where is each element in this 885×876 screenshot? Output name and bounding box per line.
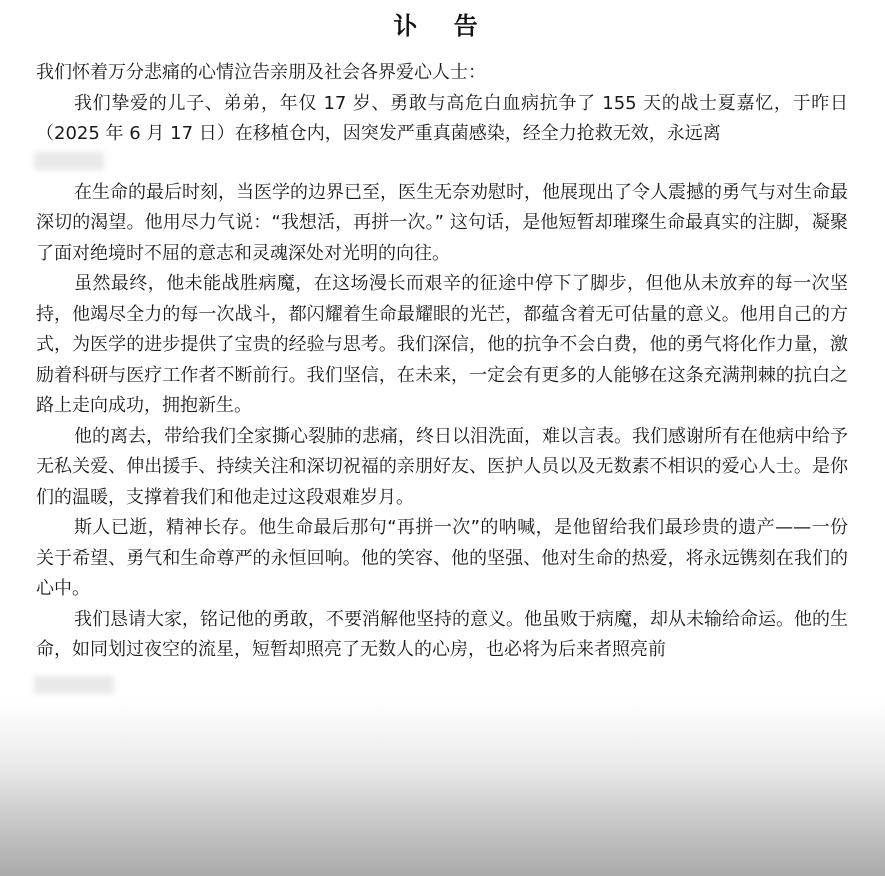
cropped-line-gap [36,150,848,178]
blurred-text-remnant [34,152,104,170]
paragraph-legacy: 斯人已逝，精神长存。他生命最后那句“再拼一次”的呐喊，是他留给我们最珍贵的遗产——一份关于希望、勇气和生命尊严的永恒回响。他的笑容、他的坚强、他对生命的热爱，将永远镌刻在我们的心中。 [36,517,848,599]
paragraph-gratitude: 他的离去，带给我们全家撕心裂肺的悲痛，终日以泪洗面，难以言表。我们感谢所有在他病中给予无私关爱、伸出援手、持续关注和深切祝福的亲朋好友、医护人员以及无数素不相识的爱心人士。是你们的温暖，支撑着我们和他走过这段艰难岁月。 [36,425,848,508]
obituary-body [36,58,848,666]
paragraph-appeal: 我们恳请大家，铭记他的勇敢，不要消解他坚持的意义。他虽败于病魔，却从未输给命运。他的生命，如同划过夜空的流星，短暂却照亮了无数人的心房，也必将为后来者照亮前 [36,608,848,660]
paragraph-passing: 我们挚爱的儿子、弟弟，年仅 17 岁、勇敢与高危白血病抗争了 155 天的战士夏嘉忆，于昨日（2025 年 6 月 17 日）在移植仓内，因突发严重真菌感染，经全力抢救无效，永远离 [36,92,848,144]
paragraph-meaning: 虽然最终，他未能战胜病魔，在这场漫长而艰辛的征途中停下了脚步，但他从未放弃的每一次坚持，他竭尽全力的每一次战斗，都闪耀着生命最耀眼的光芒，都蕴含着无可估量的意义。他用自己的方式，为医学的进步提供了宝贵的经验与思考。我们深信，他的抗争不会白费，他的勇气将化作力量，激励着科研与医疗工作者不断前行。我们坚信，在未来，一定会有更多的人能够在这条充满荆棘的抗白之路上走向成功，拥抱新生。 [36,273,848,416]
opening-line: 我们怀着万分悲痛的心情泣告亲朋及社会各界爱心人士： [36,62,486,83]
blurred-text-remnant [34,676,114,694]
paragraph-last-moments: 在生命的最后时刻，当医学的边界已至，医生无奈劝慰时，他展现出了令人震撼的勇气与对生命最深切的渴望。他用尽力气说：“我想活，再拼一次。” 这句话，是他短暂却璀璨生命最真实的注脚，凝聚了面对绝境时不屈的意志和灵魂深处对光明的向往。 [36,181,848,264]
bottom-shadow-overlay [0,700,885,876]
page-title: 讣 告 [393,11,492,40]
